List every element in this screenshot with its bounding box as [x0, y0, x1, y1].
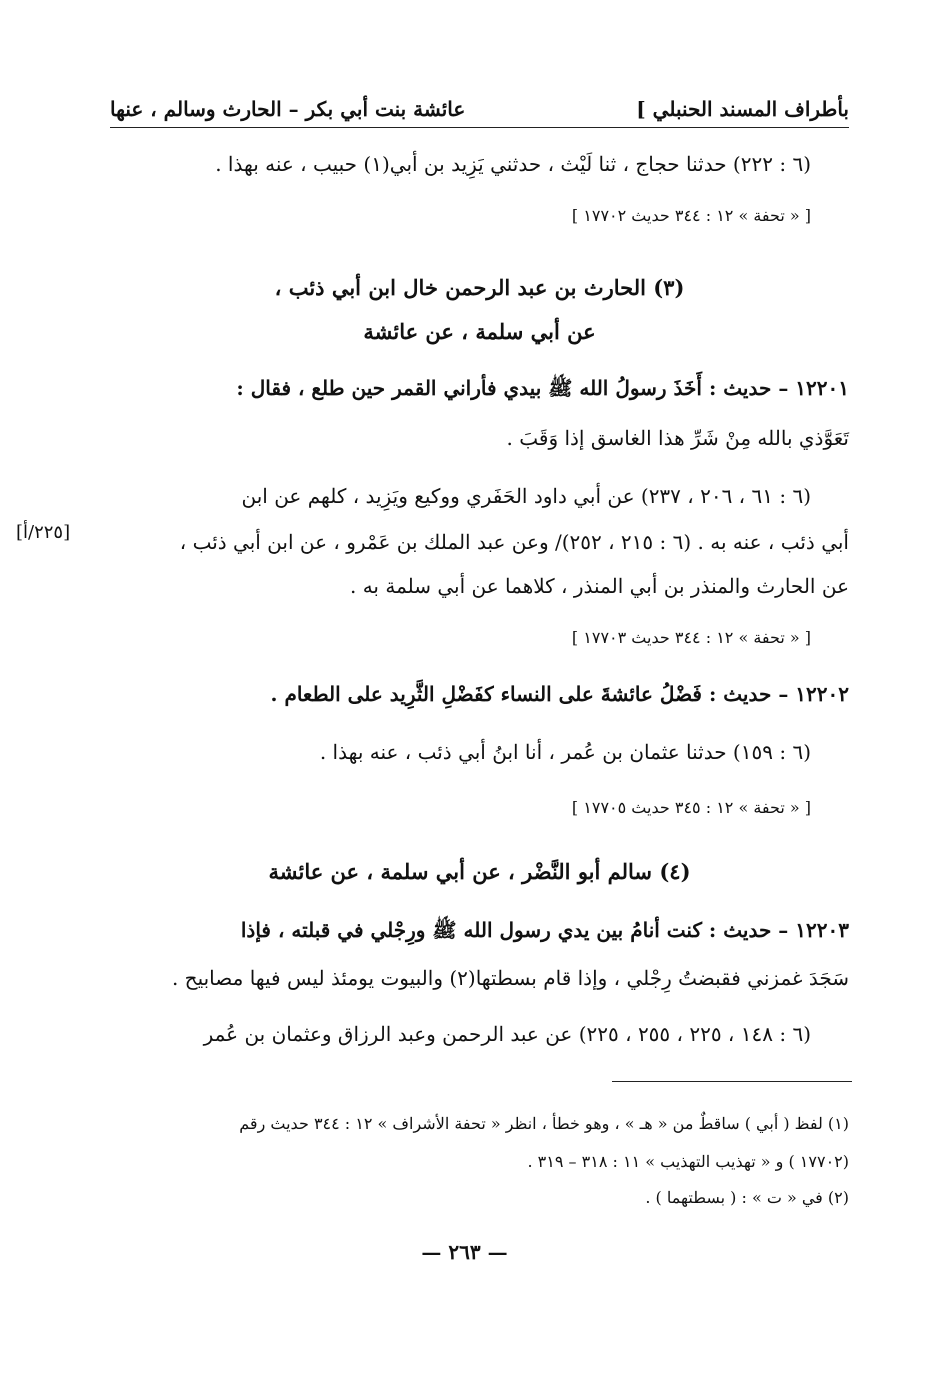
tuhfa-reference: [ « تحفة » ١٢ : ٣٤٤ حديث ١٧٧٠٣ ]: [571, 628, 811, 647]
footnote-2: (٢) في « ت » : ( بسطتهما ) .: [645, 1188, 849, 1207]
text-line: (٦ : ٢٢٢) حدثنا حجاج ، ثنا لَيْث ، حدثني يَزِيد بن أبي(١) حبيب ، عنه بهذا .: [215, 152, 811, 176]
hadith-12203: ١٢٢٠٣ – حديث : كنت أنامُ بين يدي رسول الله ﷺ ورِجْلي في قبلته ، فإذا: [240, 918, 849, 942]
text-line: تَعَوَّذي بالله مِنْ شَرِّ هذا الغاسق إذا وَقَبَ .: [506, 426, 849, 450]
text-line: عن الحارث والمنذر بن أبي المنذر ، كلاهما عن أبي سلمة به .: [349, 574, 849, 598]
tuhfa-reference: [ « تحفة » ١٢ : ٣٤٥ حديث ١٧٧٠٥ ]: [571, 798, 811, 817]
footnote-1: (١) لفظ ( أبي ) ساقطٌ من « هـ » ، وهو خطأ ، انظر « تحفة الأشراف » ١٢ : ٣٤٤ حديث رقم: [239, 1114, 849, 1133]
section-heading-sub: عن أبي سلمة ، عن عائشة: [363, 319, 596, 344]
hadith-12202: ١٢٢٠٢ – حديث : فَضْلُ عائشةَ على النساء كفَضْلِ الثَّرِيد على الطعام .: [270, 682, 849, 706]
text-line: أبي ذئب ، عنه به . (٦ : ٢١٥ ، ٢٥٢)/ وعن عبد الملك بن عَمْرو ، عن ابن أبي ذئب ،: [179, 530, 849, 554]
text-line: (٦ : ٦١ ، ٢٠٦ ، ٢٣٧) عن أبي داود الحَفَري ووكيع ويَزِيد ، كلهم عن ابن: [241, 484, 811, 508]
tuhfa-reference: [ « تحفة » ١٢ : ٣٤٤ حديث ١٧٧٠٢ ]: [571, 206, 811, 225]
section-heading: (٣) الحارث بن عبد الرحمن خال ابن أبي ذئب ،: [274, 275, 685, 300]
running-header: [110, 85, 849, 128]
text-line: (٦ : ١٤٨ ، ٢٢٥ ، ٢٥٥ ، ٢٢٥) عن عبد الرحمن وعبد الرزاق وعثمان بن عُمر: [203, 1022, 811, 1046]
footnote-1-cont: (١٧٧٠٢ ) و « تهذيب التهذيب » ١١ : ٣١٨ – ٣١٩ .: [527, 1152, 849, 1171]
footnote-divider: [612, 1081, 852, 1082]
page-number: — ٢٦٣ —: [421, 1240, 508, 1264]
text-line: (٦ : ١٥٩) حدثنا عثمان بن عُمر ، أنا ابنُ أبي ذئب ، عنه بهذا .: [319, 740, 811, 764]
margin-folio-note: [٢٢٥/أ]: [16, 522, 71, 543]
header-section-title: عائشة بنت أبي بكر – الحارث وسالم ، عنها: [110, 97, 466, 121]
section-heading: (٤) سالم أبو النَّضْر ، عن أبي سلمة ، عن عائشة: [268, 859, 691, 884]
header-book-title: بأطراف المسند الحنبلي ]: [636, 97, 849, 121]
hadith-12201: ١٢٢٠١ – حديث : أَخَذَ رسولُ الله ﷺ بيدي فأراني القمر حين طلع ، فقال :: [236, 376, 849, 400]
text-line: سَجَدَ غمزني فقبضتُ رِجْلي ، وإذا قام بسطتها(٢) والبيوت يومئذ ليس فيها مصابيح .: [171, 966, 849, 990]
